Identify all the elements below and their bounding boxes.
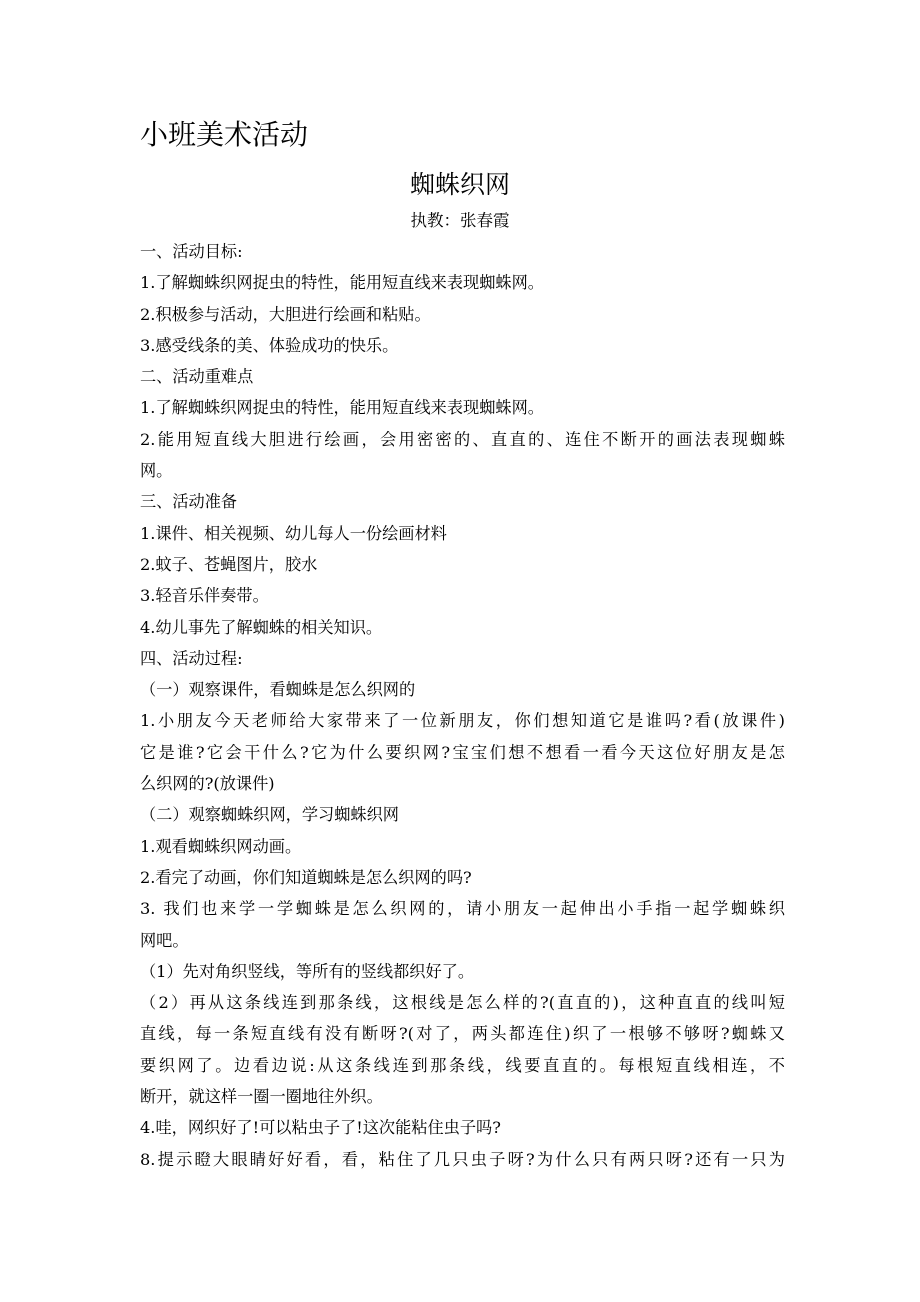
- body-line: （二）观察蜘蛛织网，学习蜘蛛织网: [140, 805, 399, 825]
- body-line: （一）观察课件，看蜘蛛是怎么织网的: [140, 680, 416, 700]
- document-body: [140, 236, 785, 1175]
- body-line: 要织网了。边看边说:从这条线连到那条线，线要直直的。每根短直线相连，不: [140, 1055, 785, 1075]
- body-line: 直线，每一条短直线有没有断呀?(对了，两头都连住)织了一根够不够呀?蜘蛛又: [140, 1024, 785, 1044]
- body-line: 3. 我们也来学一学蜘蛛是怎么织网的，请小朋友一起伸出小手指一起学蜘蛛织: [140, 899, 785, 919]
- body-line: 3.感受线条的美、体验成功的快乐。: [140, 335, 399, 355]
- body-line: 1.课件、相关视频、幼儿每人一份绘画材料: [140, 523, 447, 543]
- document-byline: 执教：张春霞: [410, 211, 510, 230]
- body-line: 4.哇，网织好了!可以粘虫子了!这次能粘住虫子吗?: [140, 1118, 501, 1138]
- body-line: 网吧。: [140, 930, 189, 950]
- document-heading: 小班美术活动: [140, 118, 309, 151]
- body-line: 么织网的?(放课件): [140, 774, 275, 794]
- body-line: 它是谁?它会干什么?它为什么要织网?宝宝们想不想看一看今天这位好朋友是怎: [140, 742, 785, 762]
- body-line: 1.观看蜘蛛织网动画。: [140, 836, 302, 856]
- body-line: 2.积极参与活动，大胆进行绘画和粘贴。: [140, 304, 431, 324]
- body-line: 1.了解蜘蛛织网捉虫的特性，能用短直线来表现蜘蛛网。: [140, 273, 544, 293]
- body-line: 2.蚊子、苍蝇图片，胶水: [140, 554, 318, 574]
- body-line: 网。: [140, 461, 173, 481]
- body-line: 3.轻音乐伴奏带。: [140, 586, 269, 606]
- body-line: 1.小朋友今天老师给大家带来了一位新朋友，你们想知道它是谁吗?看(放课件): [140, 711, 785, 731]
- body-line: 2.能用短直线大胆进行绘画，会用密密的、直直的、连住不断开的画法表现蜘蛛: [140, 429, 785, 449]
- body-line: 断开，就这样一圈一圈地往外织。: [140, 1087, 383, 1107]
- body-line: 2.看完了动画，你们知道蜘蛛是怎么织网的吗?: [140, 867, 472, 887]
- body-line: （2）再从这条线连到那条线，这根线是怎么样的?(直直的)，这种直直的线叫短: [140, 993, 785, 1013]
- body-line: 4.幼儿事先了解蜘蛛的相关知识。: [140, 617, 383, 637]
- body-line: 四、活动过程:: [140, 648, 243, 668]
- document-title: 蜘蛛织网: [409, 170, 510, 199]
- body-line: 二、活动重难点: [140, 367, 254, 387]
- body-line: （1）先对角织竖线，等所有的竖线都织好了。: [140, 961, 475, 981]
- body-line: 三、活动准备: [140, 492, 238, 512]
- body-line: 8.提示瞪大眼睛好好看，看，粘住了几只虫子呀?为什么只有两只呀?还有一只为: [140, 1149, 785, 1169]
- body-line: 一、活动目标:: [140, 242, 243, 261]
- body-line: 1.了解蜘蛛织网捉虫的特性，能用短直线来表现蜘蛛网。: [140, 398, 544, 418]
